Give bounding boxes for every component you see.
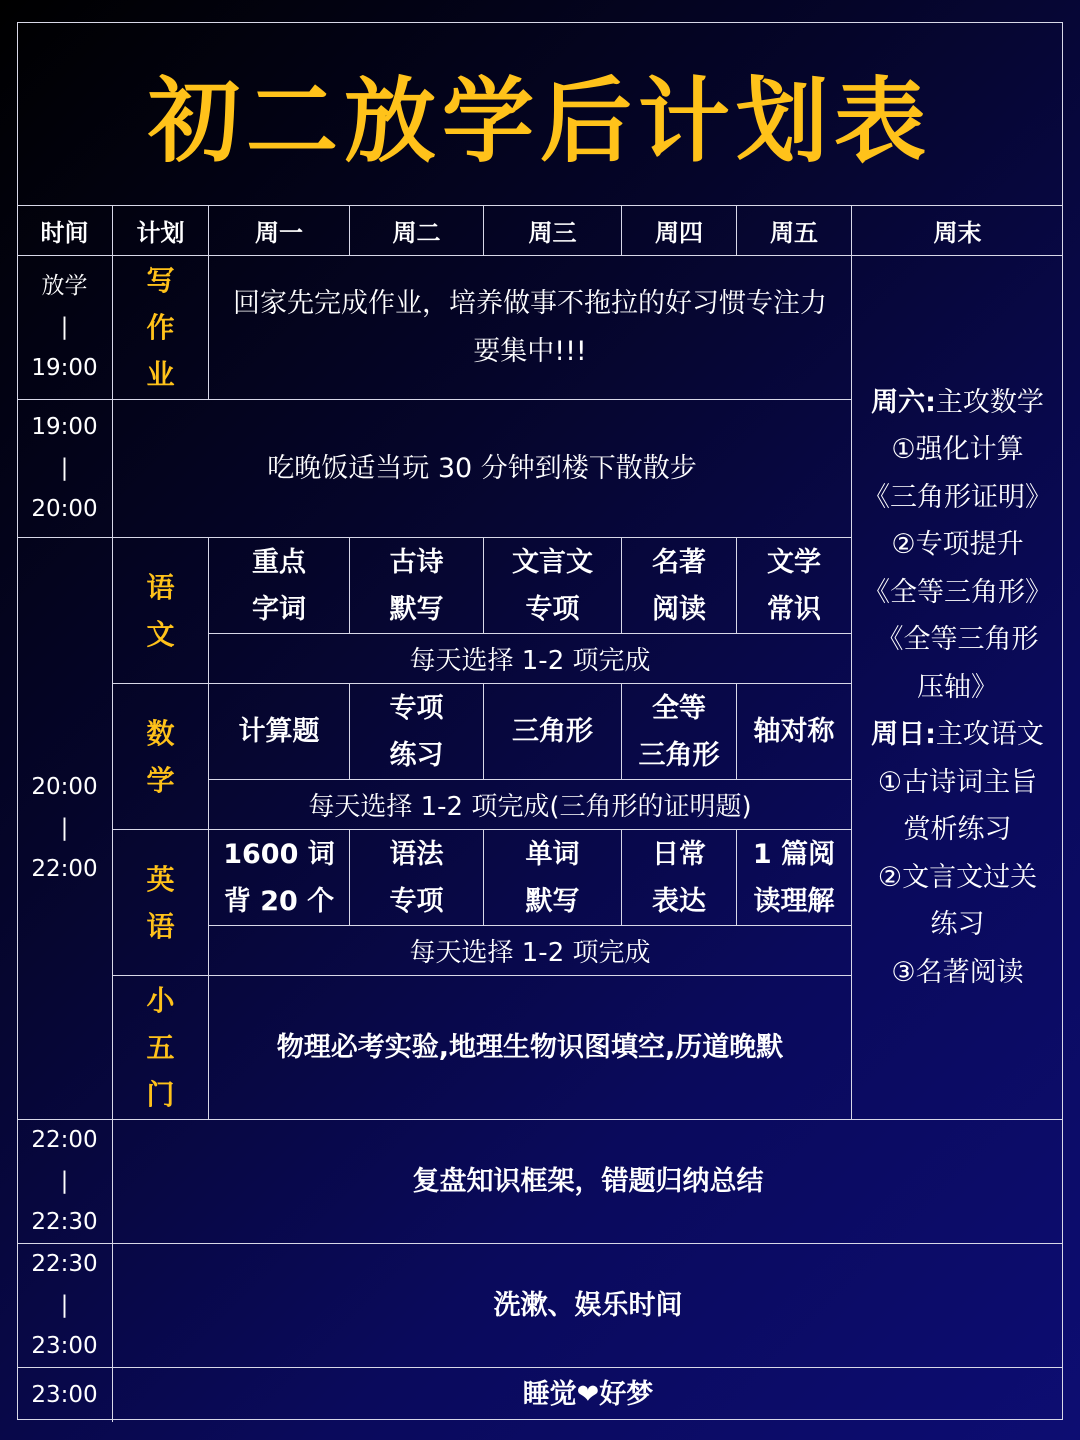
sunday-item: ③名著阅读 (891, 956, 1024, 988)
page-title: 初二放学后计划表 (147, 68, 932, 175)
time-end: 19:00 (31, 355, 98, 381)
plan-char: 语 (146, 570, 175, 604)
saturday-heading (871, 379, 1044, 427)
header-monday: 周一 (209, 206, 350, 256)
sunday-item: ①古诗词主旨 (877, 766, 1038, 798)
time-separator: | (60, 1168, 69, 1194)
header-friday: 周五 (737, 206, 852, 256)
sleep-content: 睡觉❤好梦 (522, 1379, 654, 1410)
header-thursday: 周四 (622, 206, 737, 256)
english-item (350, 830, 484, 926)
chinese-item (209, 538, 350, 634)
saturday-label: 周六: (871, 386, 936, 418)
header-weekend: 周末 (852, 206, 1063, 256)
math-item (622, 684, 737, 780)
plan-char: 作 (146, 311, 175, 344)
time-start: 19:00 (31, 414, 98, 440)
wash-content: 洗漱、娱乐时间 (113, 1244, 1063, 1368)
time-cell-study (17, 538, 113, 1120)
time-start: 放学 (41, 273, 88, 299)
item-line: 专项 (525, 593, 580, 625)
english-item (484, 830, 622, 926)
plan-char: 英 (146, 862, 175, 896)
time-separator: | (60, 314, 69, 340)
time-end: 23:00 (31, 1333, 98, 1359)
plan-char: 五 (146, 1031, 175, 1064)
plan-math (113, 684, 209, 830)
plan-chinese (113, 538, 209, 684)
time-cell-wash (17, 1244, 113, 1368)
homework-content: 回家先完成作业，培养做事不拖拉的好习惯专注力要集中!!! (209, 256, 852, 400)
item-line: 默写 (389, 593, 444, 625)
item-line: 阅读 (652, 593, 706, 625)
english-item (737, 830, 852, 926)
chinese-note: 每天选择 1-2 项完成 (209, 634, 852, 684)
time-start: 22:30 (31, 1251, 98, 1277)
time-separator: | (60, 815, 69, 841)
item-line: 1 篇阅 (752, 838, 836, 870)
item-line: 名著 (652, 546, 706, 578)
saturday-item: ①强化计算 (891, 434, 1024, 466)
saturday-item: 《全等三角形》 (863, 576, 1052, 608)
time-separator: | (60, 455, 69, 481)
plan-char: 门 (146, 1078, 175, 1111)
weekend-plan (852, 256, 1063, 1120)
chinese-item (484, 538, 622, 634)
chinese-item (737, 538, 852, 634)
math-item (484, 684, 622, 780)
header-wednesday: 周三 (484, 206, 622, 256)
item-line: 轴对称 (753, 716, 835, 747)
item-line: 专项 (389, 885, 444, 917)
item-line: 背 20 个 (223, 885, 335, 917)
math-item (737, 684, 852, 780)
sunday-focus: 主攻语文 (935, 719, 1044, 751)
item-line: 语法 (389, 838, 444, 870)
item-line: 表达 (652, 885, 706, 917)
plan-char: 业 (146, 358, 175, 391)
item-line: 重点 (252, 546, 306, 578)
header-tuesday: 周二 (350, 206, 484, 256)
item-line: 三角形 (512, 716, 593, 747)
plan-char: 写 (146, 264, 175, 297)
saturday-item: 压轴》 (917, 671, 998, 703)
item-line: 专项 (389, 692, 444, 724)
english-item (622, 830, 737, 926)
header-time: 时间 (17, 206, 113, 256)
time-cell-sleep: 23:00 (17, 1368, 113, 1422)
time-separator: | (60, 1292, 69, 1318)
english-note: 每天选择 1-2 项完成 (209, 926, 852, 976)
plan-char: 文 (146, 617, 175, 651)
item-line: 单词 (525, 838, 580, 870)
english-item (209, 830, 350, 926)
time-end: 22:00 (31, 856, 98, 882)
time-cell-review (17, 1120, 113, 1244)
chinese-item (350, 538, 484, 634)
time-start: 20:00 (31, 774, 98, 800)
sunday-heading (871, 711, 1044, 759)
plan-minor-subjects (113, 976, 209, 1120)
saturday-focus: 主攻数学 (935, 386, 1044, 418)
item-line: 古诗 (389, 546, 444, 578)
item-line: 练习 (389, 739, 444, 771)
math-item (209, 684, 350, 780)
plan-char: 数 (146, 716, 175, 750)
plan-homework (113, 256, 209, 400)
item-line: 常识 (767, 593, 821, 625)
item-line: 文学 (767, 546, 821, 578)
math-note: 每天选择 1-2 项完成(三角形的证明题) (209, 780, 852, 830)
item-line: 读理解 (753, 885, 835, 917)
item-line: 1600 词 (223, 838, 335, 870)
math-item (350, 684, 484, 780)
item-line: 三角形 (638, 739, 720, 771)
item-line: 文言文 (512, 546, 593, 578)
item-line: 日常 (652, 838, 706, 870)
plan-char: 语 (146, 909, 175, 943)
schedule-table (17, 205, 1063, 1420)
plan-char: 学 (146, 763, 175, 797)
time-end: 22:30 (31, 1209, 98, 1235)
plan-english (113, 830, 209, 976)
time-end: 20:00 (31, 496, 98, 522)
review-content: 复盘知识框架，错题归纳总结 (113, 1120, 1063, 1244)
time-cell-homework (17, 256, 113, 400)
sunday-label: 周日: (871, 719, 936, 751)
saturday-item: 《全等三角形 (876, 624, 1039, 656)
sunday-item: 赏析练习 (903, 814, 1012, 846)
header-plan: 计划 (113, 206, 209, 256)
time-start: 22:00 (31, 1127, 98, 1153)
item-line: 字词 (252, 593, 306, 625)
sunday-item: 练习 (930, 909, 985, 941)
item-line: 计算题 (238, 716, 320, 747)
saturday-item: 《三角形证明》 (863, 481, 1052, 513)
dinner-content: 吃晚饭适当玩 30 分钟到楼下散散步 (113, 400, 852, 538)
item-line: 默写 (525, 885, 580, 917)
chinese-item (622, 538, 737, 634)
sunday-item: ②文言文过关 (877, 861, 1038, 893)
saturday-item: ②专项提升 (891, 529, 1024, 561)
plan-char: 小 (146, 984, 175, 1017)
item-line: 全等 (652, 692, 706, 724)
time-cell-dinner (17, 400, 113, 538)
minor-subjects-content: 物理必考实验,地理生物识图填空,历道晚默 (209, 976, 852, 1120)
